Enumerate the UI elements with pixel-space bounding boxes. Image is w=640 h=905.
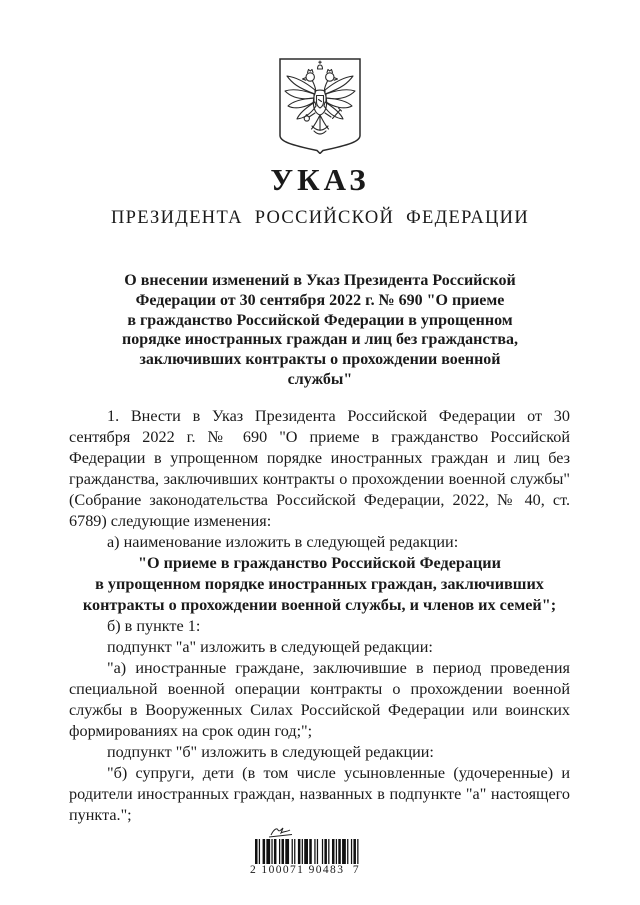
paragraph-item-a: а) наименование изложить в следующей редакции: xyxy=(107,533,459,551)
barcode xyxy=(250,826,372,876)
new-title-line: контракты о прохождении военной службы, и членов их семей"; xyxy=(82,596,557,614)
document-subtitle: ПРЕЗИДЕНТА РОССИЙСКОЙ ФЕДЕРАЦИИ xyxy=(110,208,529,228)
russia-coat-of-arms-icon xyxy=(278,57,362,159)
paragraph-subitem-b-text: "б) супруги, дети (в том числе усыновленные (удочеренные) и родители иностранных граждан, названных в подпункте "а" настоящего пункта."; xyxy=(69,764,570,824)
document-title: УКАЗ xyxy=(270,162,370,197)
signature-mark-icon xyxy=(268,826,294,839)
heading-line: службы" xyxy=(287,370,353,388)
paragraph-item-b: б) в пункте 1: xyxy=(107,617,201,635)
paragraph-amendment-intro: 1. Внести в Указ Президента Российской Федерации от 30 сентября 2022 г. № 690 "О приеме в гражданство Российской Федерации в упрощенном порядке иностранных граждан и лиц без гражданства, заключивших контракты о прохождении военной службы" (Собрание законодательства Российской Федерации, 2022, № 40, ст. 6789) следующие изменения: xyxy=(69,407,570,530)
paragraph-subitem-b-intro: подпункт "б" изложить в следующей редакции: xyxy=(107,743,434,761)
paragraph-subitem-a-text: "а) иностранные граждане, заключившие в период проведения специальной военной операции контракты о прохождении военной службы в Вооруженных Силах Российской Федерации или воинских формированиях на срок один год;"; xyxy=(69,659,570,740)
heading-line: в гражданство Российской Федерации в упрощенном xyxy=(127,311,513,329)
decree-heading xyxy=(70,271,570,390)
heading-line: заключивших контракты о прохождении военной xyxy=(139,351,501,369)
decree-body xyxy=(69,406,570,826)
new-title-line: в упрощенном порядке иностранных граждан, заключивших xyxy=(95,575,544,593)
paragraph-subitem-a-intro: подпункт "а" изложить в следующей редакции: xyxy=(107,638,433,656)
heading-line: О внесении изменений в Указ Президента Российской xyxy=(124,272,516,289)
barcode-bars xyxy=(255,839,361,864)
heading-line: порядке иностранных граждан и лиц без гражданства, xyxy=(122,331,518,349)
paragraph-new-title xyxy=(69,553,570,616)
heading-line: Федерации от 30 сентября 2022 г. № 690 "О приеме xyxy=(135,291,505,309)
barcode-digits: 2 100071 90483 7 xyxy=(250,864,361,876)
new-title-line: "О приеме в гражданство Российской Федерации xyxy=(138,554,501,572)
